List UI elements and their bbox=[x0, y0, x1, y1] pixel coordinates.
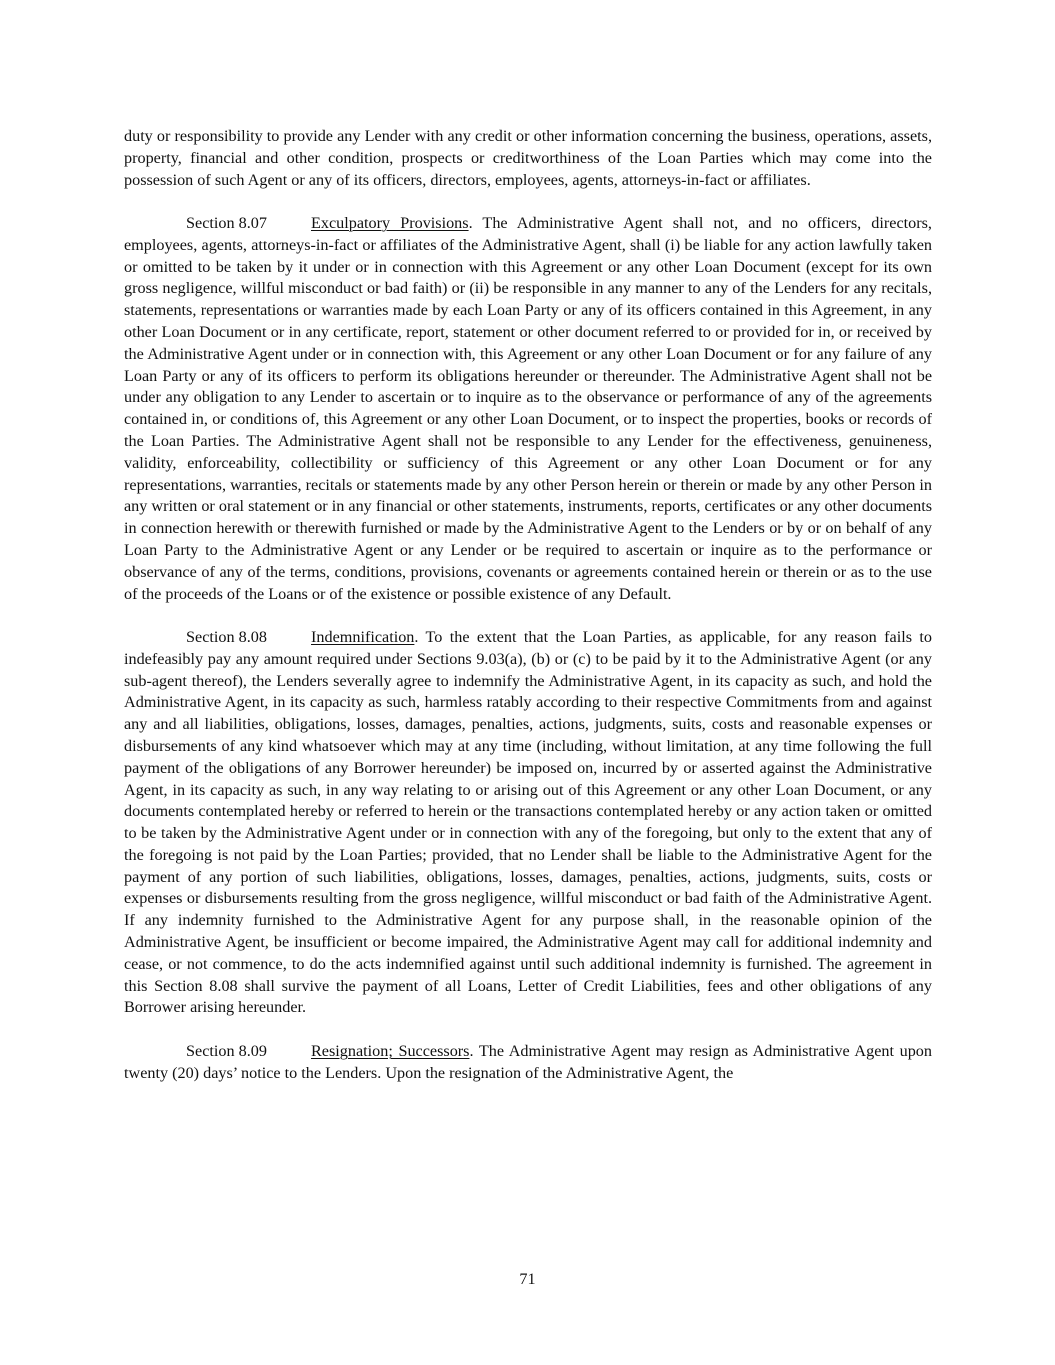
section-number: Section 8.09 bbox=[186, 1041, 267, 1060]
section-heading: Exculpatory Provisions bbox=[311, 213, 469, 232]
section-body: . The Administrative Agent shall not, and no officers, directors, employees, agents, attorneys-in-fact or affiliates of the Administrative Agent, shall (i) be liable for any action lawfully taken or omitted to be taken by it under or in connection with this Agreement or any other Loan Document (except for its own gross negligence, willful misconduct or bad faith) or (ii) be responsible in any manner to any of the Lenders for any recitals, statements, representations or warranties made by each Loan Party or any of its officers contained in this Agreement, in any other Loan Document or in any certificate, report, statement or other document referred to or provided for in, or received by the Administrative Agent under or in connection with, this Agreement or any other Loan Document or for any failure of any Loan Party or any of its officers to perform its obligations hereunder or thereunder. The Administrative Agent shall not be under any obligation to any Lender to ascertain or to inquire as to the observance or performance of any of the agreements contained in, or conditions of, this Agreement or any other Loan Document, or to inspect the properties, books or records of the Loan Parties. The Administrative Agent shall not be responsible to any Lender for the effectiveness, genuineness, validity, enforceability, collectibility or sufficiency of this Agreement or any other Loan Document or for any representations, warranties, recitals or statements made by any other Person herein or therein or made by any other Person in any written or oral statement or in any financial or other statements, instruments, reports, certificates or any other documents in connection herewith or therewith furnished or made by the Administrative Agent to the Lenders or by or on behalf of any Loan Party to the Administrative Agent or any Lender or be required to ascertain or inquire as to the performance or observance of any of the terms, conditions, provisions, covenants or agreements contained herein or therein or as to the use of the proceeds of the Loans or of the existence or possible existence of any Default. bbox=[124, 213, 932, 603]
opening-paragraph: duty or responsibility to provide any Lender with any credit or other information concerning the business, operations, assets, property, financial and other condition, prospects or creditworthiness of the Loan Parties which may come into the possession of such Agent or any of its officers, directors, employees, agents, attorneys-in-fact or affiliates. bbox=[124, 127, 932, 189]
document-page bbox=[124, 126, 932, 1084]
section-number: Section 8.07 bbox=[186, 213, 267, 232]
section-8-07-paragraph bbox=[124, 213, 932, 605]
section-heading: Indemnification bbox=[311, 627, 415, 646]
section-body: . The Administrative Agent may resign as Administrative Agent upon twenty (20) days’ notice to the Lenders. Upon the resignation of the Administrative Agent, the bbox=[124, 1041, 932, 1082]
section-number: Section 8.08 bbox=[186, 627, 267, 646]
section-heading: Resignation; Successors bbox=[311, 1041, 470, 1060]
section-8-09-paragraph bbox=[124, 1041, 932, 1085]
page-number: 71 bbox=[519, 1270, 536, 1288]
section-8-08-paragraph bbox=[124, 627, 932, 1019]
section-body: . To the extent that the Loan Parties, as applicable, for any reason fails to indefeasibly pay any amount required under Sections 9.03(a), (b) or (c) to be paid by it to the Administrative Agent (or any sub-agent thereof), the Lenders severally agree to indemnify the Administrative Agent, in its capacity as such, and hold the Administrative Agent, in its capacity as such, harmless ratably according to their respective Commitments from and against any and all liabilities, obligations, losses, damages, penalties, actions, judgments, suits, costs and reasonable expenses or disbursements of any kind whatsoever which may at any time (including, without limitation, at any time following the full payment of the obligations of any Borrower hereunder) be imposed on, incurred by or asserted against the Administrative Agent, in its capacity as such, in any way relating to or arising out of this Agreement or any other Loan Document, or any documents contemplated hereby or referred to herein or the transactions contemplated hereby or any action taken or omitted to be taken by the Administrative Agent under or in connection with any of the foregoing, but only to the extent that any of the foregoing is not paid by the Loan Parties; provided, that no Lender shall be liable to the Administrative Agent for the payment of any portion of such liabilities, obligations, losses, damages, penalties, actions, judgments, suits, costs or expenses or disbursements resulting from the gross negligence, willful misconduct or bad faith of the Administrative Agent. If any indemnity furnished to the Administrative Agent for any purpose shall, in the reasonable opinion of the Administrative Agent, be insufficient or become impaired, the Administrative Agent may call for additional indemnity and cease, or not commence, to do the acts indemnified against until such additional indemnity is furnished. The agreement in this Section 8.08 shall survive the payment of all Loans, Letter of Credit Liabilities, fees and other obligations of any Borrower arising hereunder. bbox=[124, 627, 932, 1017]
